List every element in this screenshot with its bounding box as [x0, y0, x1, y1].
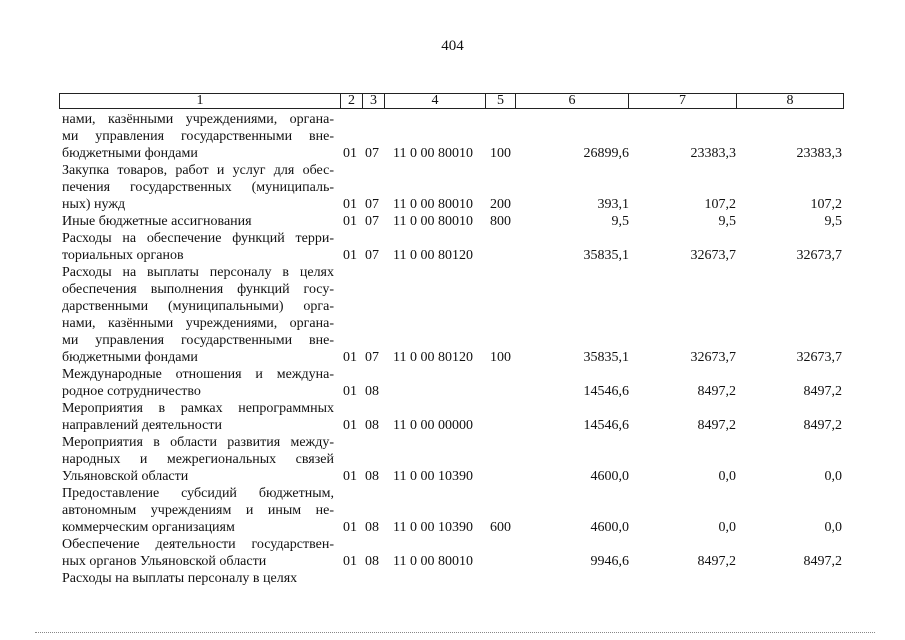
row-description	[62, 366, 334, 400]
table-row	[0, 264, 905, 366]
cell-c6: 4600,0	[590, 469, 629, 484]
page-number: 404	[441, 38, 464, 54]
cell-c2: 01	[343, 384, 357, 399]
table-row	[0, 400, 905, 434]
header-col-4: 4	[385, 94, 486, 108]
row-description	[62, 111, 334, 162]
cell-c2: 01	[343, 350, 357, 365]
cell-c5: 600	[490, 520, 511, 535]
table-row	[0, 213, 905, 230]
cell-c6: 35835,1	[583, 248, 629, 263]
description-line: бюджетными фондами	[62, 146, 198, 161]
description-line: печения государственных (муниципаль-	[62, 180, 334, 195]
row-description	[62, 230, 334, 264]
cell-c5: 100	[490, 146, 511, 161]
cell-c4: 11 0 00 00000	[393, 418, 473, 433]
cell-c6: 9946,6	[590, 554, 629, 569]
description-line: ториальных органов	[62, 248, 184, 263]
description-line: ми управления государственными вне-	[62, 129, 334, 144]
cell-c8: 32673,7	[796, 248, 842, 263]
header-col-1: 1	[60, 94, 341, 108]
description-line: Закупка товаров, работ и услуг для обес-	[62, 163, 334, 178]
cell-c7: 8497,2	[697, 554, 736, 569]
row-description	[62, 264, 334, 366]
cell-c2: 01	[343, 520, 357, 535]
description-line: Предоставление субсидий бюджетным,	[62, 486, 334, 501]
row-description	[62, 162, 334, 213]
cell-c6: 393,1	[597, 197, 629, 212]
table-row	[0, 485, 905, 536]
header-col-2: 2	[341, 94, 363, 108]
cell-c7: 23383,3	[690, 146, 736, 161]
description-line: ми управления государственными вне-	[62, 333, 334, 348]
cell-c6: 35835,1	[583, 350, 629, 365]
table-body	[0, 111, 905, 587]
row-description	[62, 485, 334, 536]
cell-c8: 0,0	[824, 520, 842, 535]
description-line: обеспечения выполнения функций госу-	[62, 282, 334, 297]
table-row	[0, 536, 905, 570]
description-line: Ульяновской области	[62, 469, 189, 484]
header-col-8: 8	[786, 93, 794, 108]
cell-c2: 01	[343, 418, 357, 433]
cell-c4: 11 0 00 10390	[393, 469, 473, 484]
cell-c7: 107,2	[704, 197, 736, 212]
description-line: Международные отношения и междуна-	[62, 367, 334, 382]
table-header-row	[59, 93, 844, 109]
cell-c6: 26899,6	[583, 146, 629, 161]
cell-c5: 800	[490, 214, 511, 229]
cell-c4: 11 0 00 80120	[393, 350, 473, 365]
cell-c4: 11 0 00 80010	[393, 214, 473, 229]
cell-c3: 08	[365, 469, 379, 484]
cell-c3: 07	[365, 197, 379, 212]
description-line: Мероприятия в рамках непрограммных	[62, 401, 334, 416]
header-col-6: 6	[516, 94, 629, 108]
description-line: Расходы на обеспечение функций терри-	[62, 231, 334, 246]
cell-c8: 8497,2	[803, 554, 842, 569]
cell-c3: 08	[365, 384, 379, 399]
page-bottom-edge	[35, 632, 875, 633]
cell-c3: 08	[365, 418, 379, 433]
description-line: Иные бюджетные ассигнования	[62, 214, 252, 229]
description-line: коммерческим организациям	[62, 520, 235, 535]
cell-c6: 14546,6	[583, 384, 629, 399]
table-row	[0, 162, 905, 213]
description-line: народных и межрегиональных связей	[62, 452, 334, 467]
description-line: ных) нужд	[62, 197, 126, 212]
cell-c7: 32673,7	[690, 350, 736, 365]
cell-c6: 4600,0	[590, 520, 629, 535]
row-description	[62, 570, 334, 587]
cell-c7: 8497,2	[697, 384, 736, 399]
cell-c8: 0,0	[824, 469, 842, 484]
cell-c3: 07	[365, 146, 379, 161]
table-row	[0, 111, 905, 162]
cell-c4: 11 0 00 80010	[393, 554, 473, 569]
header-col-7: 7	[629, 94, 737, 108]
cell-c2: 01	[343, 469, 357, 484]
header-col-3: 3	[363, 94, 385, 108]
cell-c3: 08	[365, 554, 379, 569]
description-line: Обеспечение деятельности государствен-	[62, 537, 334, 552]
cell-c2: 01	[343, 197, 357, 212]
row-description	[62, 434, 334, 485]
cell-c6: 14546,6	[583, 418, 629, 433]
row-description	[62, 536, 334, 570]
cell-c8: 107,2	[810, 197, 842, 212]
cell-c5: 200	[490, 197, 511, 212]
description-line: Расходы на выплаты персоналу в целях	[62, 571, 298, 586]
cell-c7: 32673,7	[690, 248, 736, 263]
description-line: нами, казёнными учреждениями, органа-	[62, 112, 334, 127]
cell-c3: 07	[365, 350, 379, 365]
cell-c3: 07	[365, 248, 379, 263]
cell-c8: 8497,2	[803, 384, 842, 399]
description-line: родное сотрудничество	[62, 384, 201, 399]
description-line: автономным учреждениям и иным не-	[62, 503, 334, 518]
cell-c4: 11 0 00 80010	[393, 197, 473, 212]
description-line: направлений деятельности	[62, 418, 222, 433]
cell-c4: 11 0 00 80010	[393, 146, 473, 161]
cell-c6: 9,5	[611, 214, 629, 229]
cell-c8: 9,5	[824, 214, 842, 229]
description-line: ных органов Ульяновской области	[62, 554, 267, 569]
table-row	[0, 366, 905, 400]
cell-c7: 8497,2	[697, 418, 736, 433]
cell-c4: 11 0 00 80120	[393, 248, 473, 263]
cell-c8: 32673,7	[796, 350, 842, 365]
cell-c2: 01	[343, 554, 357, 569]
row-description	[62, 213, 334, 230]
cell-c2: 01	[343, 146, 357, 161]
cell-c5: 100	[490, 350, 511, 365]
cell-c7: 9,5	[718, 214, 736, 229]
cell-c8: 8497,2	[803, 418, 842, 433]
table-row	[0, 230, 905, 264]
header-col-5: 5	[486, 94, 516, 108]
table-row	[0, 434, 905, 485]
description-line: Расходы на выплаты персоналу в целях	[62, 265, 334, 280]
description-line: дарственными (муниципальными) орга-	[62, 299, 334, 314]
cell-c7: 0,0	[718, 520, 736, 535]
cell-c3: 07	[365, 214, 379, 229]
cell-c2: 01	[343, 214, 357, 229]
description-line: нами, казёнными учреждениями, органа-	[62, 316, 334, 331]
cell-c2: 01	[343, 248, 357, 263]
cell-c4: 11 0 00 10390	[393, 520, 473, 535]
table-row	[0, 570, 905, 587]
row-description	[62, 400, 334, 434]
description-line: бюджетными фондами	[62, 350, 198, 365]
cell-c7: 0,0	[718, 469, 736, 484]
description-line: Мероприятия в области развития между-	[62, 435, 334, 450]
cell-c8: 23383,3	[796, 146, 842, 161]
cell-c3: 08	[365, 520, 379, 535]
